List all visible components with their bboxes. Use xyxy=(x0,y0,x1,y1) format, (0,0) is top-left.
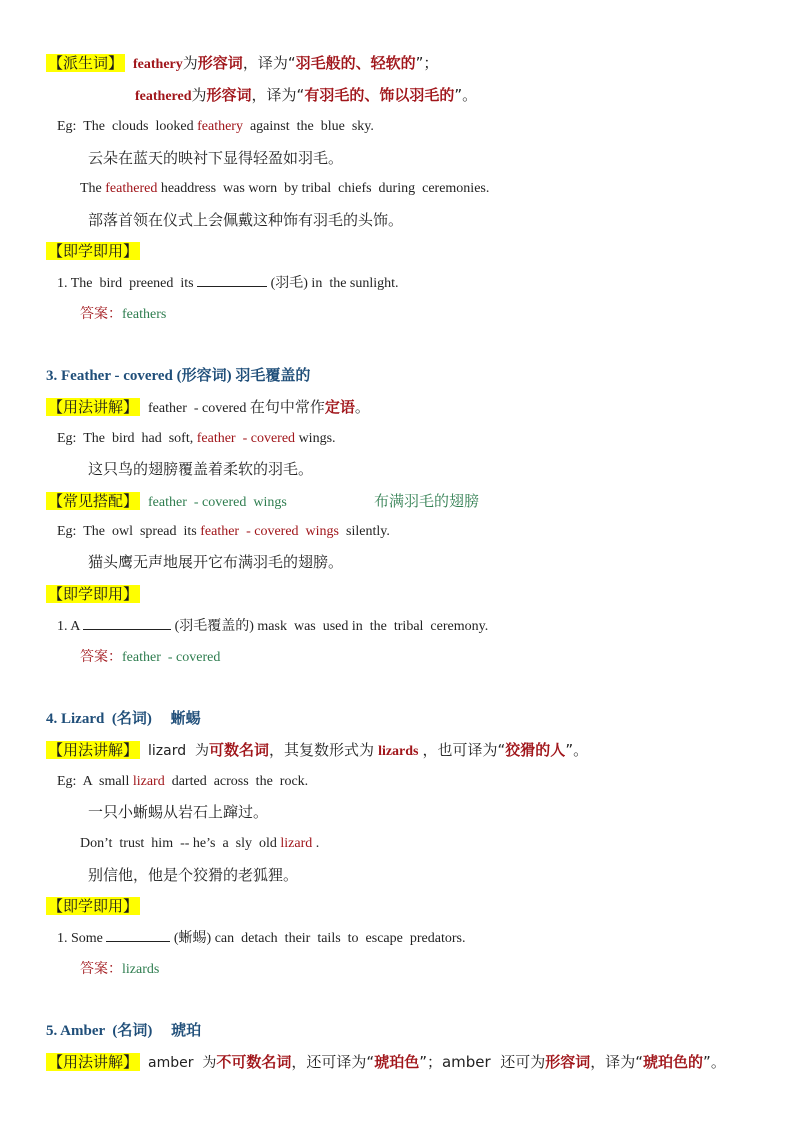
usage-line xyxy=(46,740,588,762)
meaning: 有羽毛的、饰以羽毛的 xyxy=(304,86,455,104)
derivative-word: feathery xyxy=(133,57,183,72)
text: (羽毛覆盖的) mask was used in the tribal ceremony. xyxy=(171,619,489,634)
answer-line xyxy=(80,647,220,668)
text: Eg: The clouds looked xyxy=(57,119,198,134)
highlight-word: feathered xyxy=(105,181,158,196)
example-en xyxy=(57,429,336,449)
usage-line xyxy=(46,397,370,419)
highlight-word: 定语 xyxy=(324,398,355,416)
section-title: 5. Amber (名词) 琥珀 xyxy=(46,1023,202,1039)
quiz-tag-line xyxy=(46,241,148,263)
text: 为 xyxy=(182,54,198,72)
text: ”。 xyxy=(454,86,478,104)
answer-label: 答案： xyxy=(80,649,122,665)
example-en xyxy=(57,522,390,542)
collocation-en: feather - covered wings xyxy=(148,495,287,510)
collocation-tag: 【常见搭配】 xyxy=(48,492,139,510)
text: ，还可译为“ xyxy=(291,1053,375,1071)
quiz-tag-line xyxy=(46,896,148,918)
derivative-line-1 xyxy=(46,53,438,75)
answer-value: feathers xyxy=(122,307,167,322)
text: 在句中常作 xyxy=(249,398,325,416)
example-cn: 别信他，他是个狡猾的老狐狸。 xyxy=(88,866,299,884)
text: 为 xyxy=(191,86,207,104)
answer-line xyxy=(80,304,166,325)
derivative-word: feathered xyxy=(135,89,192,104)
highlight-word: feather - covered wings xyxy=(200,524,340,539)
highlight-word: lizards xyxy=(378,744,419,759)
answer-label: 答案： xyxy=(80,961,122,977)
text: 。 xyxy=(354,398,370,416)
section-title: 4. Lizard (名词) 蜥蜴 xyxy=(46,711,201,727)
highlight-word: 狡猾的人 xyxy=(505,741,566,759)
text: The xyxy=(80,181,106,196)
text: (羽毛) in the sunlight. xyxy=(267,276,399,291)
usage-line xyxy=(46,1052,726,1074)
text: lizard 为 xyxy=(148,743,210,759)
answer-value: lizards xyxy=(122,962,160,977)
usage-tag: 【用法讲解】 xyxy=(48,741,139,759)
text: wings. xyxy=(295,431,336,446)
text: ”。 xyxy=(703,1053,726,1071)
text: 1. A xyxy=(57,619,84,634)
example-cn: 一只小蜥蜴从岩石上蹿过。 xyxy=(88,803,269,821)
text: (蜥蜴) can detach their tails to escape predators. xyxy=(170,931,466,946)
text: ”； xyxy=(415,54,439,72)
answer-blank[interactable] xyxy=(197,273,267,287)
example-cn: 猫头鹰无声地展开它布满羽毛的翅膀。 xyxy=(88,553,344,571)
meaning: 羽毛般的、轻软的 xyxy=(295,54,416,72)
quiz-tag: 【即学即用】 xyxy=(48,585,139,603)
text: ，其复数形式为 xyxy=(269,741,375,759)
text: silently. xyxy=(339,524,390,539)
highlight-word: 不可数名词 xyxy=(216,1053,292,1071)
highlight-word: lizard xyxy=(132,774,165,789)
derivative-line-2 xyxy=(135,85,477,107)
pos-label: 形容词 xyxy=(197,54,243,72)
text: . xyxy=(312,836,320,851)
example-cn: 云朵在蓝天的映衬下显得轻盈如羽毛。 xyxy=(88,149,344,167)
quiz-tag: 【即学即用】 xyxy=(48,242,139,260)
example-cn: 部落首领在仪式上会佩戴这种饰有羽毛的头饰。 xyxy=(88,211,404,229)
highlight-word: 形容词 xyxy=(545,1053,591,1071)
highlight-word: 琥珀色 xyxy=(374,1053,420,1071)
text: feather - covered xyxy=(148,401,250,416)
pos-label: 形容词 xyxy=(206,86,252,104)
text: ，译为“ xyxy=(242,54,296,72)
example-en xyxy=(57,772,308,792)
collocation-line xyxy=(46,491,287,513)
example-en xyxy=(80,179,489,199)
text: 1. Some xyxy=(57,931,107,946)
text: Eg: The owl spread its xyxy=(57,524,201,539)
collocation-cn: 布满羽毛的翅膀 xyxy=(374,492,480,510)
quiz-question xyxy=(57,273,399,294)
example-en xyxy=(80,834,319,854)
answer-blank[interactable] xyxy=(83,616,171,630)
text: amber 为 xyxy=(148,1055,217,1071)
text: darted across the rock. xyxy=(164,774,309,789)
highlight-word: 琥珀色的 xyxy=(643,1053,704,1071)
highlight-word: feather - covered xyxy=(196,431,296,446)
quiz-tag: 【即学即用】 xyxy=(48,897,139,915)
answer-label: 答案： xyxy=(80,306,122,322)
text: Eg: The bird had soft, xyxy=(57,431,197,446)
answer-blank[interactable] xyxy=(106,928,170,942)
text: headdress was worn by tribal chiefs during ceremonies. xyxy=(157,181,490,196)
example-cn: 这只鸟的翅膀覆盖着柔软的羽毛。 xyxy=(88,460,314,478)
quiz-tag-line xyxy=(46,584,148,606)
section-title: 3. Feather - covered (形容词) 羽毛覆盖的 xyxy=(46,368,311,384)
text: 1. The bird preened its xyxy=(57,276,198,291)
quiz-question xyxy=(57,928,465,949)
highlight-word: feathery xyxy=(197,119,243,134)
text: ，译为“ xyxy=(590,1053,644,1071)
usage-tag: 【用法讲解】 xyxy=(48,1053,139,1071)
text: ”；amber 还可为 xyxy=(419,1053,546,1071)
quiz-question xyxy=(57,616,488,637)
text: against the blue sky. xyxy=(242,119,374,134)
answer-value: feather - covered xyxy=(122,650,221,665)
highlight-word: lizard xyxy=(280,836,313,851)
text: ，也可译为“ xyxy=(422,741,506,759)
highlight-word: 可数名词 xyxy=(209,741,270,759)
text: Don’t trust him -- he’s a sly old xyxy=(80,836,281,851)
usage-tag: 【用法讲解】 xyxy=(48,398,139,416)
derivative-tag: 【派生词】 xyxy=(48,54,124,72)
text: ，译为“ xyxy=(251,86,305,104)
answer-line xyxy=(80,959,159,980)
text: ”。 xyxy=(565,741,589,759)
example-en xyxy=(57,117,374,137)
text: Eg: A small xyxy=(57,774,133,789)
